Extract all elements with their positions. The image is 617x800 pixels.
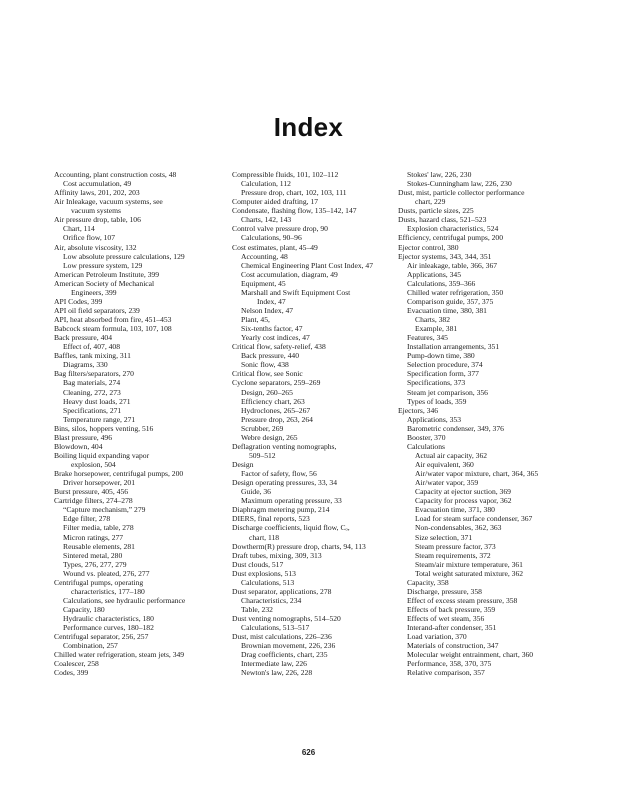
index-entry: Baffles, tank mixing, 311 xyxy=(54,351,131,361)
index-entry: Engineers, 399 xyxy=(71,287,117,297)
index-entry: Condensate, flashing flow, 135–142, 147 xyxy=(232,206,357,216)
index-entry: Specifications, 373 xyxy=(407,378,466,388)
index-entry: Air/water vapor mixture, chart, 364, 365 xyxy=(415,469,539,479)
index-entry: Boiling liquid expanding vapor xyxy=(54,450,150,460)
index-entry: Temperature range, 271 xyxy=(63,414,136,424)
index-entry: Hydraulic characteristics, 180 xyxy=(63,614,154,624)
index-entry: Types, 276, 277, 279 xyxy=(63,559,127,569)
index-entry: Plant, 45, xyxy=(241,315,270,324)
index-entry: Load variation, 370 xyxy=(407,632,467,642)
index-entry: Bag materials, 274 xyxy=(63,378,121,388)
index-entry: Installation arrangements, 351 xyxy=(407,342,500,352)
index-entry: Cost accumulation, diagram, 49 xyxy=(241,269,338,279)
index-entry: Marshall and Swift Equipment Cost xyxy=(241,287,351,297)
index-entry: Evacuation time, 380, 381 xyxy=(407,305,487,315)
index-entry: Brake horsepower, centrifugal pumps, 200 xyxy=(54,469,184,479)
index-entry: Equipment, 45 xyxy=(241,278,286,288)
index-entry: Performance curves, 180–182 xyxy=(63,623,154,633)
page-title: Index xyxy=(273,112,344,142)
index-entry: Diaphragm metering pump, 214 xyxy=(232,505,330,515)
index-entry: Applications, 353 xyxy=(407,414,461,424)
index-entry: Dust venting nomographs, 514–520 xyxy=(232,614,341,624)
index-entry: Calculations xyxy=(407,441,445,451)
index-entry: Calculations, 90–96 xyxy=(241,233,302,243)
index-entry: Barometric condenser, 349, 376 xyxy=(407,423,504,433)
index-entry: Efficiency, centrifugal pumps, 200 xyxy=(398,233,504,243)
index-entry: Design operating pressures, 33, 34 xyxy=(232,478,338,488)
index-entry: Nelson Index, 47 xyxy=(241,305,294,315)
index-entry: Computer aided drafting, 17 xyxy=(232,197,319,207)
index-entry: Capacity, 358 xyxy=(407,577,449,587)
index-entry: Blast pressure, 496 xyxy=(54,432,112,442)
index-entry: Stokes' law, 226, 230 xyxy=(407,170,472,179)
index-entry: Discharge, pressure, 358 xyxy=(407,586,482,596)
index-entry: Bag filters/separators, 270 xyxy=(54,369,134,379)
index-entry: Stokes-Cunningham law, 226, 230 xyxy=(407,179,512,189)
index-entry: DIERS, final reports, 523 xyxy=(232,514,310,524)
index-entry: Newton's law, 226, 228 xyxy=(241,668,313,678)
index-entry: Calculations, 513–517 xyxy=(241,623,310,633)
index-entry: Compressible fluids, 101, 102–112 xyxy=(232,170,339,179)
index-entry: Effect of, 407, 408 xyxy=(63,342,121,352)
index-entry: Chilled water refrigeration, steam jets, 349 xyxy=(54,650,185,660)
index-entry: Steam jet comparison, 356 xyxy=(407,387,488,397)
index-entry: Chart, 114 xyxy=(63,224,95,234)
index-entry: Dusts, hazard class, 521–523 xyxy=(398,215,487,225)
index-entry: Air inleakage, table, 366, 367 xyxy=(407,260,498,270)
index-entry: Dust explosions, 513 xyxy=(232,568,296,578)
index-entry: Hydroclones, 265–267 xyxy=(241,405,311,415)
index-entry: Dust, mist calculations, 226–236 xyxy=(232,632,332,642)
index-entry: 509–512 xyxy=(249,450,276,460)
index-entry: vacuum systems xyxy=(71,206,121,216)
index-entry: API oil field separators, 239 xyxy=(54,305,140,315)
index-entry: Drag coefficients, chart, 235 xyxy=(241,650,328,660)
index-entry: Affinity laws, 201, 202, 203 xyxy=(54,188,140,198)
index-entry: Guide, 36 xyxy=(241,487,271,497)
index-entry: Yearly cost indices, 47 xyxy=(241,333,310,343)
index-entry: Cyclone separators, 259–269 xyxy=(232,378,321,388)
index-entry: Cost estimates, plant, 45–49 xyxy=(232,242,318,252)
index-entry: Features, 345 xyxy=(407,333,448,343)
index-entry: Dust separator, applications, 278 xyxy=(232,586,332,596)
index-entry: Load for steam surface condenser, 367 xyxy=(415,514,533,524)
index-entry: chart, 229 xyxy=(415,197,446,207)
index-entry: Babcock steam formula, 103, 107, 108 xyxy=(54,324,172,334)
index-entry: Dust, mist, particle collector performance xyxy=(398,188,525,198)
index-entry: Blowdown, 404 xyxy=(54,441,103,451)
index-entry: Specification form, 377 xyxy=(407,369,479,379)
index-entry: Chemical Engineering Plant Cost Index, 47 xyxy=(241,260,374,270)
index-entry: Air, absolute viscosity, 132 xyxy=(54,242,137,252)
index-entry: Pressure drop, chart, 102, 103, 111 xyxy=(241,188,347,198)
index-entry: Specifications, 271 xyxy=(63,405,122,415)
index-entry: Capacity, 180 xyxy=(63,605,105,614)
index-entry: Ejector control, 380 xyxy=(398,242,459,252)
index-entry: Air pressure drop, table, 106 xyxy=(54,215,141,225)
index-entry: Index, 47 xyxy=(257,296,286,306)
index-entry: Reusable elements, 281 xyxy=(63,541,135,551)
index-entry: Sonic flow, 438 xyxy=(241,360,289,370)
index-entry: API Codes, 399 xyxy=(54,296,103,306)
index-entry: Micron ratings, 277 xyxy=(63,532,124,542)
index-entry: Calculations, 359–366 xyxy=(407,278,476,288)
index-entry: Calculations, 513 xyxy=(241,577,295,587)
index-entry: Deflagration venting nomographs, xyxy=(232,441,337,451)
index-entry: Total weight saturated mixture, 362 xyxy=(415,568,524,578)
index-entry: Pump-down time, 380 xyxy=(407,351,475,361)
index-entry: Wound vs. pleated, 276, 277 xyxy=(63,568,150,578)
index-entry: Air/water vapor, 359 xyxy=(415,478,479,488)
index-entry: Molecular weight entrainment, chart, 360 xyxy=(407,650,534,660)
index-entry: Non-condensables, 362, 363 xyxy=(415,523,502,533)
index-entry: Cost accumulation, 49 xyxy=(63,179,132,189)
index-entry: Six-tenths factor, 47 xyxy=(241,324,303,334)
index-entry: Scrubber, 269 xyxy=(241,423,284,433)
index-entry: Codes, 399 xyxy=(54,668,89,678)
index-column-3 xyxy=(398,170,580,678)
index-entry: Orifice flow, 107 xyxy=(63,233,116,243)
index-entry: Sintered metal, 280 xyxy=(63,550,123,560)
index-entry: Characteristics, 234 xyxy=(241,595,302,605)
index-entry: American Society of Mechanical xyxy=(54,278,155,288)
index-entry: Coalescer, 258 xyxy=(54,659,99,669)
index-entry: Cleaning, 272, 273 xyxy=(63,387,121,397)
index-entry: Factor of safety, flow, 56 xyxy=(241,469,317,479)
index-entry: Intermediate law, 226 xyxy=(241,659,307,669)
index-column-1 xyxy=(54,170,236,678)
index-entry: Materials of construction, 347 xyxy=(407,641,499,651)
index-entry: Low absolute pressure calculations, 129 xyxy=(63,251,185,261)
index-entry: Air equivalent, 360 xyxy=(415,460,474,469)
index-entry: American Petroleum Institute, 399 xyxy=(54,269,160,279)
index-entry: Actual air capacity, 362 xyxy=(415,450,488,460)
index-entry: Driver horsepower, 201 xyxy=(63,478,136,488)
index-entry: Applications, 345 xyxy=(407,269,461,279)
index-entry: characteristics, 177–180 xyxy=(71,586,145,596)
index-entry: Capacity at ejector suction, 369 xyxy=(415,487,511,497)
index-entry: Ejector systems, 343, 344, 351 xyxy=(398,251,492,261)
index-entry: Charts, 382 xyxy=(415,315,451,324)
index-entry: Size selection, 371 xyxy=(415,532,473,542)
index-entry: Brownian movement, 226, 236 xyxy=(241,641,336,651)
index-entry: Effects of back pressure, 359 xyxy=(407,605,496,614)
index-entry: Effects of wet steam, 356 xyxy=(407,614,485,624)
index-entry: Draft tubes, mixing, 309, 313 xyxy=(232,550,322,560)
index-entry: Chilled water refrigeration, 350 xyxy=(407,287,504,297)
index-entry: Critical flow, see Sonic xyxy=(232,369,303,379)
index-entry: Performance, 358, 370, 375 xyxy=(407,659,492,669)
index-entry: explosion, 504 xyxy=(71,460,116,469)
index-entry: Efficiency chart, 263 xyxy=(241,396,305,406)
index-entry: Interand-after condenser, 351 xyxy=(407,623,497,633)
index-entry: Table, 232 xyxy=(241,605,273,614)
index-entry: Effect of excess steam pressure, 358 xyxy=(407,595,518,605)
index-entry: Steam/air mixture temperature, 361 xyxy=(415,559,523,569)
index-entry: Webre design, 265 xyxy=(241,432,298,442)
index-entry: Capacity for process vapor, 362 xyxy=(415,496,512,506)
index-entry: Dust clouds, 517 xyxy=(232,559,284,569)
index-entry: Dowtherm(R) pressure drop, charts, 94, 113 xyxy=(232,541,366,551)
index-entry: Accounting, plant construction costs, 48 xyxy=(54,170,177,179)
index-entry: Design xyxy=(232,460,254,469)
index-entry: Accounting, 48 xyxy=(241,251,288,261)
page-number: 626 xyxy=(301,748,316,757)
index-entry: Control valve pressure drop, 90 xyxy=(232,224,328,234)
index-entry: Low pressure system, 129 xyxy=(63,260,143,270)
index-entry: Steam requirements, 372 xyxy=(415,550,491,560)
index-entry: Ejectors, 346 xyxy=(398,405,439,415)
index-entry: Burst pressure, 405, 456 xyxy=(54,487,129,497)
index-entry: Explosion characteristics, 524 xyxy=(407,224,499,234)
index-entry: Combination, 257 xyxy=(63,641,118,651)
index-entry: Evacuation time, 371, 380 xyxy=(415,505,495,515)
index-entry: Air Inleakage, vacuum systems, see xyxy=(54,197,163,207)
index-entry: Diagrams, 330 xyxy=(63,360,108,370)
index-entry: Types of loads, 359 xyxy=(407,396,467,406)
index-column-2 xyxy=(232,170,414,678)
index-entry: Design, 260–265 xyxy=(241,387,293,397)
index-entry: Bins, silos, hoppers venting, 516 xyxy=(54,423,154,433)
index-entry: Calculations, see hydraulic performance xyxy=(63,595,186,605)
index-entry: Back pressure, 404 xyxy=(54,333,112,343)
index-entry: Steam pressure factor, 373 xyxy=(415,541,496,551)
index-entry: Example, 381 xyxy=(415,324,458,334)
index-entry: Maximum operating pressure, 33 xyxy=(241,496,342,506)
index-entry: Critical flow, safety-relief, 438 xyxy=(232,342,326,352)
index-entry: Selection procedure, 374 xyxy=(407,360,483,370)
index-entry: API, heat absorbed from fire, 451–453 xyxy=(54,315,172,324)
index-entry: Comparison guide, 357, 375 xyxy=(407,296,494,306)
index-entry: Edge filter, 278 xyxy=(63,514,111,524)
index-entry: Dusts, particle sizes, 225 xyxy=(398,206,474,216)
index-entry: Centrifugal pumps, operating xyxy=(54,577,144,587)
index-entry: Centrifugal separator, 256, 257 xyxy=(54,632,149,642)
index-entry: Booster, 370 xyxy=(407,432,446,442)
index-entry: Cartridge filters, 274–278 xyxy=(54,496,133,506)
index-entry: Back pressure, 440 xyxy=(241,351,299,361)
index-entry: Relative comparison, 357 xyxy=(407,668,485,678)
index-entry: Filter media, table, 278 xyxy=(63,523,134,533)
index-entry: Discharge coefficients, liquid flow, Cₒ, xyxy=(232,523,350,533)
index-entry: Heavy dust loads, 271 xyxy=(63,396,131,406)
index-entry: Calculation, 112 xyxy=(241,179,291,189)
index-entry: Pressure drop, 263, 264 xyxy=(241,414,313,424)
index-entry: Charts, 142, 143 xyxy=(241,215,292,225)
index-entry: “Capture mechanism,” 279 xyxy=(63,505,146,515)
index-entry: chart, 118 xyxy=(249,532,280,542)
